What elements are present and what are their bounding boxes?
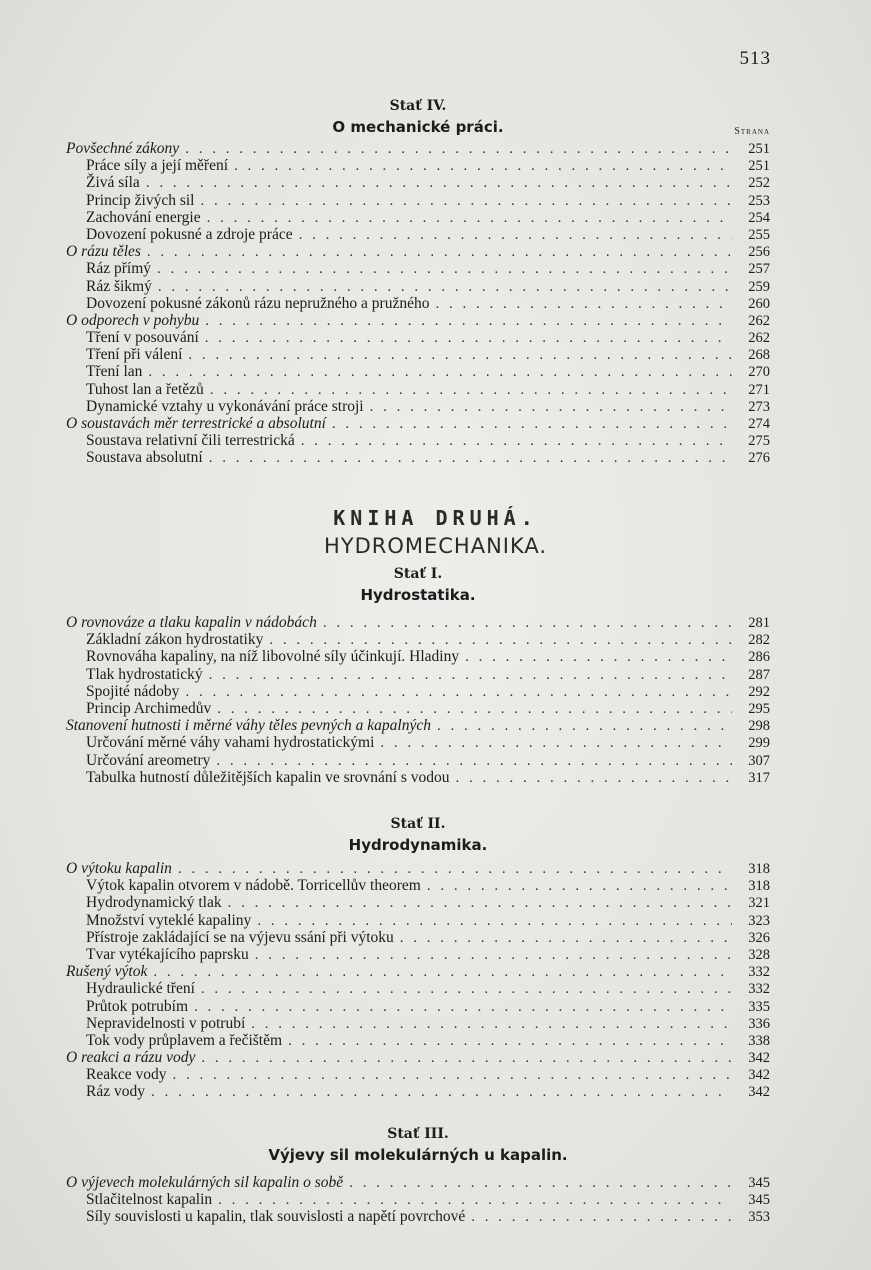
toc-entry-title: Hydraulické tření bbox=[86, 980, 195, 998]
toc-entry bbox=[66, 666, 770, 683]
toc-entry-page: 332 bbox=[748, 964, 770, 981]
toc-entry-page: 274 bbox=[748, 416, 770, 432]
toc-entry bbox=[66, 415, 770, 432]
toc-entry-title: Nepravidelnosti v potrubí bbox=[86, 1014, 246, 1032]
toc-entry-page: 342 bbox=[748, 1050, 770, 1067]
dot-leader bbox=[370, 399, 732, 416]
dot-leader bbox=[437, 718, 732, 735]
toc-entry-page: 270 bbox=[748, 364, 770, 381]
toc-entry-page: 342 bbox=[748, 1084, 770, 1101]
toc-entry-page: 273 bbox=[748, 398, 770, 415]
toc-entry bbox=[66, 894, 770, 911]
toc-entry bbox=[66, 717, 770, 734]
toc-entry-page: 292 bbox=[748, 683, 770, 700]
toc-entry-page: 259 bbox=[748, 278, 770, 295]
dot-leader bbox=[349, 1175, 732, 1192]
section-number: Stať I. bbox=[393, 566, 443, 582]
toc-entry bbox=[66, 734, 770, 751]
toc-entry-title: Dovození pokusné a zdroje práce bbox=[86, 225, 293, 243]
toc-entry-page: 282 bbox=[748, 632, 770, 649]
dot-leader bbox=[217, 701, 732, 718]
toc-entry-title: Soustava relativní čili terrestrická bbox=[86, 432, 295, 450]
toc-entry bbox=[66, 980, 770, 997]
toc-entry-page: 342 bbox=[748, 1067, 770, 1084]
toc-entry-title: Spojité nádoby bbox=[86, 682, 180, 700]
dot-leader bbox=[188, 347, 732, 364]
toc-entry bbox=[66, 1083, 770, 1100]
toc-entry-title: Živá síla bbox=[86, 174, 140, 192]
toc-entry-title: Určování areometry bbox=[86, 751, 211, 769]
dot-leader bbox=[228, 895, 732, 912]
toc-entry bbox=[66, 398, 770, 415]
toc-entry-page: 353 bbox=[748, 1209, 770, 1226]
toc-entry-title: Stlačitelnost kapalin bbox=[86, 1191, 213, 1209]
toc-entry-title: O rovnováze a tlaku kapalin v nádobách bbox=[66, 614, 317, 631]
toc-entry bbox=[66, 877, 770, 894]
dot-leader bbox=[380, 735, 732, 752]
dot-leader bbox=[201, 981, 732, 998]
toc-entry-title: Dovození pokusné zákonů rázu nepružného a pružného bbox=[86, 294, 430, 312]
toc-entry bbox=[66, 752, 770, 769]
section-stat-iii bbox=[66, 1124, 770, 1226]
toc-entry bbox=[66, 174, 770, 191]
toc-entry-title: Práce síly a její měření bbox=[86, 157, 229, 175]
toc-entry-page: 252 bbox=[748, 175, 770, 192]
dot-leader bbox=[185, 684, 732, 701]
toc-entry-page: 336 bbox=[748, 1015, 770, 1032]
toc-entry bbox=[66, 432, 770, 449]
toc-entry bbox=[66, 140, 770, 157]
dot-leader bbox=[178, 861, 732, 878]
toc-entry bbox=[66, 963, 770, 980]
dot-leader bbox=[157, 261, 732, 278]
toc-entry-title: O výtoku kapalin bbox=[66, 860, 172, 877]
toc-entry-title: Ráz šikmý bbox=[86, 277, 152, 295]
toc-entry-title: Tření v posouvání bbox=[86, 329, 199, 347]
toc-entry bbox=[66, 946, 770, 963]
dot-leader bbox=[234, 158, 732, 175]
toc-entry bbox=[66, 363, 770, 380]
toc-entry bbox=[66, 278, 770, 295]
toc-entry-page: 262 bbox=[748, 330, 770, 347]
toc-entry bbox=[66, 192, 770, 209]
toc-entry-title: Hydrodynamický tlak bbox=[86, 894, 222, 912]
toc-entry-page: 260 bbox=[748, 295, 770, 312]
dot-leader bbox=[172, 1067, 732, 1084]
toc-entry-title: Tuhost lan a řetězů bbox=[86, 380, 204, 398]
toc-entry-page: 268 bbox=[748, 347, 770, 364]
dot-leader bbox=[323, 615, 732, 632]
toc-entry bbox=[66, 1015, 770, 1032]
toc-entry-page: 255 bbox=[748, 226, 770, 243]
toc-entry-page: 335 bbox=[748, 998, 770, 1015]
toc-entry-title: Ráz přímý bbox=[86, 260, 151, 278]
toc-entry bbox=[66, 346, 770, 363]
dot-leader bbox=[158, 279, 732, 296]
toc-entry bbox=[66, 381, 770, 398]
dot-leader bbox=[301, 433, 732, 450]
dot-leader bbox=[147, 244, 732, 261]
toc-entry bbox=[66, 226, 770, 243]
toc-entry-page: 287 bbox=[748, 666, 770, 683]
dot-leader bbox=[209, 450, 732, 467]
toc-entry-title: O výjevech molekulárných sil kapalin o sobě bbox=[66, 1174, 344, 1191]
toc-entry bbox=[66, 648, 770, 665]
toc-entry-page: 332 bbox=[748, 981, 770, 998]
section-title: Výjevy sil molekulárných u kapalin. bbox=[268, 1146, 568, 1164]
dot-leader bbox=[332, 416, 732, 433]
section-number: Stať III. bbox=[387, 1126, 449, 1142]
toc-entry-page: 307 bbox=[748, 752, 770, 769]
toc-entry bbox=[66, 449, 770, 466]
toc-entry-page: 323 bbox=[748, 912, 770, 929]
toc-entry-title: Tok vody průplavem a řečištěm bbox=[86, 1031, 283, 1049]
toc-entry-page: 286 bbox=[748, 649, 770, 666]
toc-entry-page: 251 bbox=[748, 141, 770, 157]
dot-leader bbox=[269, 632, 732, 649]
toc-entry-title: Tření při válení bbox=[86, 346, 183, 364]
toc-entry-title: Princip živých sil bbox=[86, 191, 195, 209]
dot-leader bbox=[257, 913, 732, 930]
dot-leader bbox=[400, 930, 732, 947]
toc-entry-page: 318 bbox=[748, 878, 770, 895]
toc-entry bbox=[66, 929, 770, 946]
toc-entry-page: 326 bbox=[748, 929, 770, 946]
dot-leader bbox=[299, 227, 732, 244]
toc-entry bbox=[66, 769, 770, 786]
toc-list bbox=[66, 140, 770, 467]
toc-entry-title: Reakce vody bbox=[86, 1066, 167, 1084]
toc-entry-page: 317 bbox=[748, 769, 770, 786]
dot-leader bbox=[210, 382, 732, 399]
dot-leader bbox=[251, 1016, 732, 1033]
toc-entry bbox=[66, 860, 770, 877]
toc-entry-page: 328 bbox=[748, 946, 770, 963]
toc-entry-page: 276 bbox=[748, 450, 770, 467]
dot-leader bbox=[153, 964, 732, 981]
toc-entry-title: Tlak hydrostatický bbox=[86, 665, 203, 683]
toc-entry bbox=[66, 912, 770, 929]
toc-entry-title: Síly souvislosti u kapalin, tlak souvislosti a napětí povrchové bbox=[86, 1208, 466, 1226]
toc-entry bbox=[66, 157, 770, 174]
toc-entry-title: Tvar vytékajícího paprsku bbox=[86, 945, 249, 963]
toc-entry-title: Výtok kapalin otvorem v nádobě. Torricellův theorem bbox=[86, 877, 421, 895]
toc-entry-title: O odporech v pohybu bbox=[66, 311, 200, 329]
toc-entry-page: 318 bbox=[748, 861, 770, 877]
toc-entry bbox=[66, 329, 770, 346]
dot-leader bbox=[471, 1209, 732, 1226]
dot-leader bbox=[456, 770, 732, 787]
toc-entry bbox=[66, 614, 770, 631]
dot-leader bbox=[465, 649, 732, 666]
dot-leader bbox=[148, 364, 732, 381]
toc-entry bbox=[66, 1174, 770, 1191]
section-number: Stať IV. bbox=[389, 98, 447, 114]
toc-entry-page: 262 bbox=[748, 312, 770, 329]
dot-leader bbox=[205, 313, 732, 330]
book-subject: HYDROMECHANIKA. bbox=[323, 534, 548, 558]
toc-entry-title: Dynamické vztahy u vykonávání práce stroji bbox=[86, 397, 364, 415]
dot-leader bbox=[194, 999, 732, 1016]
toc-list bbox=[66, 1174, 770, 1226]
dot-leader bbox=[209, 667, 732, 684]
toc-entry-title: Tabulka hutností důležitějších kapalin ve srovnání s vodou bbox=[86, 768, 450, 786]
toc-entry-title: Ráz vody bbox=[86, 1083, 145, 1101]
toc-entry-title: Povšechné zákony bbox=[66, 140, 180, 157]
section-title: O mechanické práci. bbox=[332, 118, 504, 136]
dot-leader bbox=[151, 1084, 732, 1101]
toc-entry-page: 345 bbox=[748, 1175, 770, 1191]
dot-leader bbox=[218, 1192, 732, 1209]
dot-leader bbox=[201, 193, 733, 210]
toc-entry-page: 271 bbox=[748, 381, 770, 398]
toc-entry-page: 299 bbox=[748, 735, 770, 752]
toc-entry-title: Průtok potrubím bbox=[86, 997, 189, 1015]
dot-leader bbox=[435, 296, 732, 313]
dot-leader bbox=[205, 330, 732, 347]
toc-entry bbox=[66, 700, 770, 717]
toc-entry-page: 275 bbox=[748, 433, 770, 450]
toc-entry-page: 254 bbox=[748, 209, 770, 226]
section-stat-i bbox=[66, 564, 770, 786]
toc-entry-page: 345 bbox=[748, 1192, 770, 1209]
toc-entry bbox=[66, 1049, 770, 1066]
toc-entry bbox=[66, 998, 770, 1015]
toc-entry bbox=[66, 1208, 770, 1225]
toc-entry bbox=[66, 295, 770, 312]
toc-entry-title: Tření lan bbox=[86, 363, 143, 381]
section-number: Stať II. bbox=[390, 816, 446, 832]
book-heading: KNIHA DRUHÁ. bbox=[333, 506, 538, 530]
section-title: Hydrodynamika. bbox=[348, 836, 488, 854]
toc-entry-page: 321 bbox=[748, 895, 770, 912]
dot-leader bbox=[185, 141, 732, 158]
toc-list bbox=[66, 614, 770, 786]
toc-entry bbox=[66, 312, 770, 329]
toc-entry bbox=[66, 260, 770, 277]
section-stat-ii bbox=[66, 814, 770, 1101]
dot-leader bbox=[207, 210, 732, 227]
toc-entry bbox=[66, 683, 770, 700]
dot-leader bbox=[427, 878, 732, 895]
toc-entry-page: 281 bbox=[748, 615, 770, 631]
toc-entry-title: Rovnováha kapaliny, na níž libovolné síly účinkují. Hladiny bbox=[86, 648, 460, 666]
section-stat-iv bbox=[66, 96, 770, 467]
toc-entry-title: O reakci a rázu vody bbox=[66, 1049, 196, 1067]
toc-entry bbox=[66, 243, 770, 260]
toc-entry-page: 295 bbox=[748, 700, 770, 717]
toc-entry-page: 253 bbox=[748, 192, 770, 209]
toc-entry-title: O rázu těles bbox=[66, 243, 141, 261]
toc-entry bbox=[66, 1032, 770, 1049]
toc-entry bbox=[66, 209, 770, 226]
toc-entry-title: Soustava absolutní bbox=[86, 449, 203, 467]
toc-entry-title: Množství vyteklé kapaliny bbox=[86, 911, 252, 929]
strana-label: Strana bbox=[734, 126, 770, 137]
toc-entry-page: 256 bbox=[748, 244, 770, 261]
toc-entry-title: Určování měrné váhy vahami hydrostatickými bbox=[86, 734, 375, 752]
dot-leader bbox=[255, 947, 732, 964]
toc-entry bbox=[66, 1191, 770, 1208]
toc-entry-title: Princip Archimedův bbox=[86, 699, 212, 717]
toc-entry-title: Rušený výtok bbox=[66, 963, 148, 981]
page-number: 513 bbox=[739, 48, 771, 69]
toc-entry-page: 338 bbox=[748, 1032, 770, 1049]
toc-entry-page: 251 bbox=[748, 158, 770, 175]
dot-leader bbox=[216, 753, 732, 770]
toc-list bbox=[66, 860, 770, 1101]
toc-entry bbox=[66, 1066, 770, 1083]
toc-entry-page: 257 bbox=[748, 261, 770, 278]
toc-entry-title: O soustavách měr terrestrické a absolutní bbox=[66, 415, 326, 432]
dot-leader bbox=[201, 1050, 732, 1067]
section-title: Hydrostatika. bbox=[360, 586, 476, 604]
toc-entry-title: Zachování energie bbox=[86, 208, 201, 226]
toc-entry-title: Přístroje zakládající se na výjevu ssání při výtoku bbox=[86, 928, 394, 946]
toc-entry-title: Základní zákon hydrostatiky bbox=[86, 631, 264, 649]
dot-leader bbox=[288, 1033, 732, 1050]
toc-entry-title: Stanovení hutnosti i měrné váhy těles pevných a kapalných bbox=[66, 717, 431, 735]
toc-entry bbox=[66, 631, 770, 648]
dot-leader bbox=[146, 175, 732, 192]
toc-entry-page: 298 bbox=[748, 718, 770, 735]
